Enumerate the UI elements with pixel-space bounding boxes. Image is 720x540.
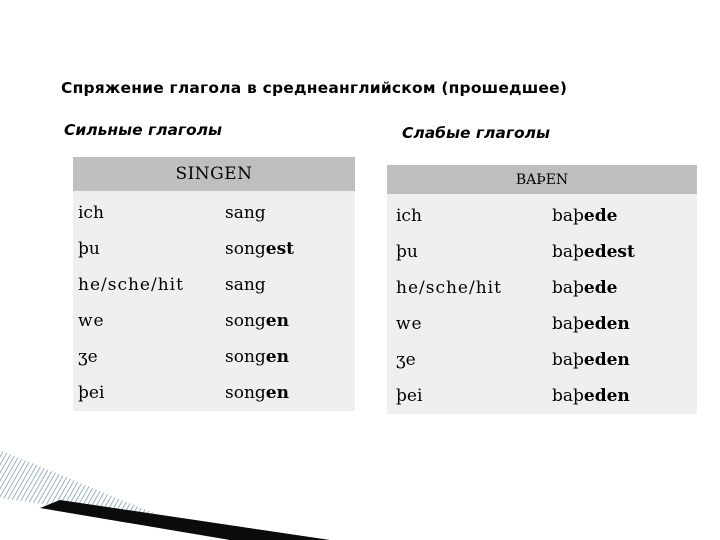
verb-form-cell (544, 378, 697, 414)
strong-verb-table (73, 157, 355, 411)
table-row (387, 234, 697, 270)
table-header-row (387, 165, 697, 194)
pronoun-cell: ʒe (396, 350, 416, 370)
verb-form-cell (214, 231, 355, 267)
table-row (73, 191, 355, 231)
pronoun-cell: ʒe (78, 347, 98, 367)
table-row (73, 339, 355, 375)
verb-form-cell (214, 339, 355, 375)
pronoun-cell: þu (396, 242, 418, 262)
verb-stem: baþ (552, 278, 584, 298)
verb-form-cell (544, 306, 697, 342)
pronoun-cell: we (78, 311, 105, 331)
table-row (387, 306, 697, 342)
verb-stem: baþ (552, 350, 584, 370)
pronoun-cell: þu (78, 239, 100, 259)
weak-verbs-heading: Слабые глаголы (402, 124, 550, 142)
table-row (73, 231, 355, 267)
pronoun-cell: ich (78, 203, 104, 223)
verb-ending: est (265, 239, 295, 259)
decorative-swoosh (0, 440, 330, 540)
title-main: Спряжение глагола в среднеанглийском (61, 79, 436, 97)
verb-ending: ede (583, 278, 618, 298)
verb-form-cell (544, 234, 697, 270)
table-row (73, 303, 355, 339)
verb-stem: baþ (552, 314, 584, 334)
verb-form-cell (544, 342, 697, 378)
verb-ending: en (265, 383, 289, 403)
verb-ending: ede (583, 206, 618, 226)
verb-ending: eden (583, 314, 630, 334)
table-row (387, 342, 697, 378)
title-paren: (прошедшее) (441, 79, 568, 97)
verb-ending: eden (583, 386, 630, 406)
table-row (387, 378, 697, 414)
verb-form-cell (214, 267, 355, 303)
pronoun-cell: he/sche/hit (396, 278, 502, 298)
verb-stem: song (225, 239, 266, 259)
pronoun-cell: þei (78, 383, 105, 403)
table-row (387, 194, 697, 234)
slide-title (61, 79, 567, 97)
verb-form-cell (214, 375, 355, 411)
verb-stem: baþ (552, 242, 584, 262)
verb-ending: eden (583, 350, 630, 370)
verb-stem: baþ (552, 386, 584, 406)
pronoun-cell: we (396, 314, 423, 334)
verb-form-cell (544, 194, 697, 234)
strong-verbs-heading: Сильные глаголы (64, 121, 223, 139)
pronoun-cell: þei (396, 386, 423, 406)
table-row (387, 270, 697, 306)
verb-stem: baþ (552, 206, 584, 226)
verb-stem: song (225, 311, 266, 331)
verb-stem: sang (225, 275, 266, 295)
verb-stem: song (225, 383, 266, 403)
verb-ending: en (265, 311, 289, 331)
pronoun-cell: he/sche/hit (78, 275, 184, 295)
verb-stem: sang (225, 203, 266, 223)
pronoun-cell: ich (396, 206, 422, 226)
table-header-row (73, 157, 355, 191)
verb-ending: en (265, 347, 289, 367)
verb-stem: song (225, 347, 266, 367)
verb-form-cell (544, 270, 697, 306)
verb-header: BAÞEN (387, 165, 697, 194)
verb-form-cell (214, 191, 355, 231)
table-row (73, 375, 355, 411)
verb-form-cell (214, 303, 355, 339)
table-row (73, 267, 355, 303)
weak-verb-table (387, 165, 697, 414)
verb-header: SINGEN (73, 157, 355, 191)
verb-ending: edest (583, 242, 635, 262)
